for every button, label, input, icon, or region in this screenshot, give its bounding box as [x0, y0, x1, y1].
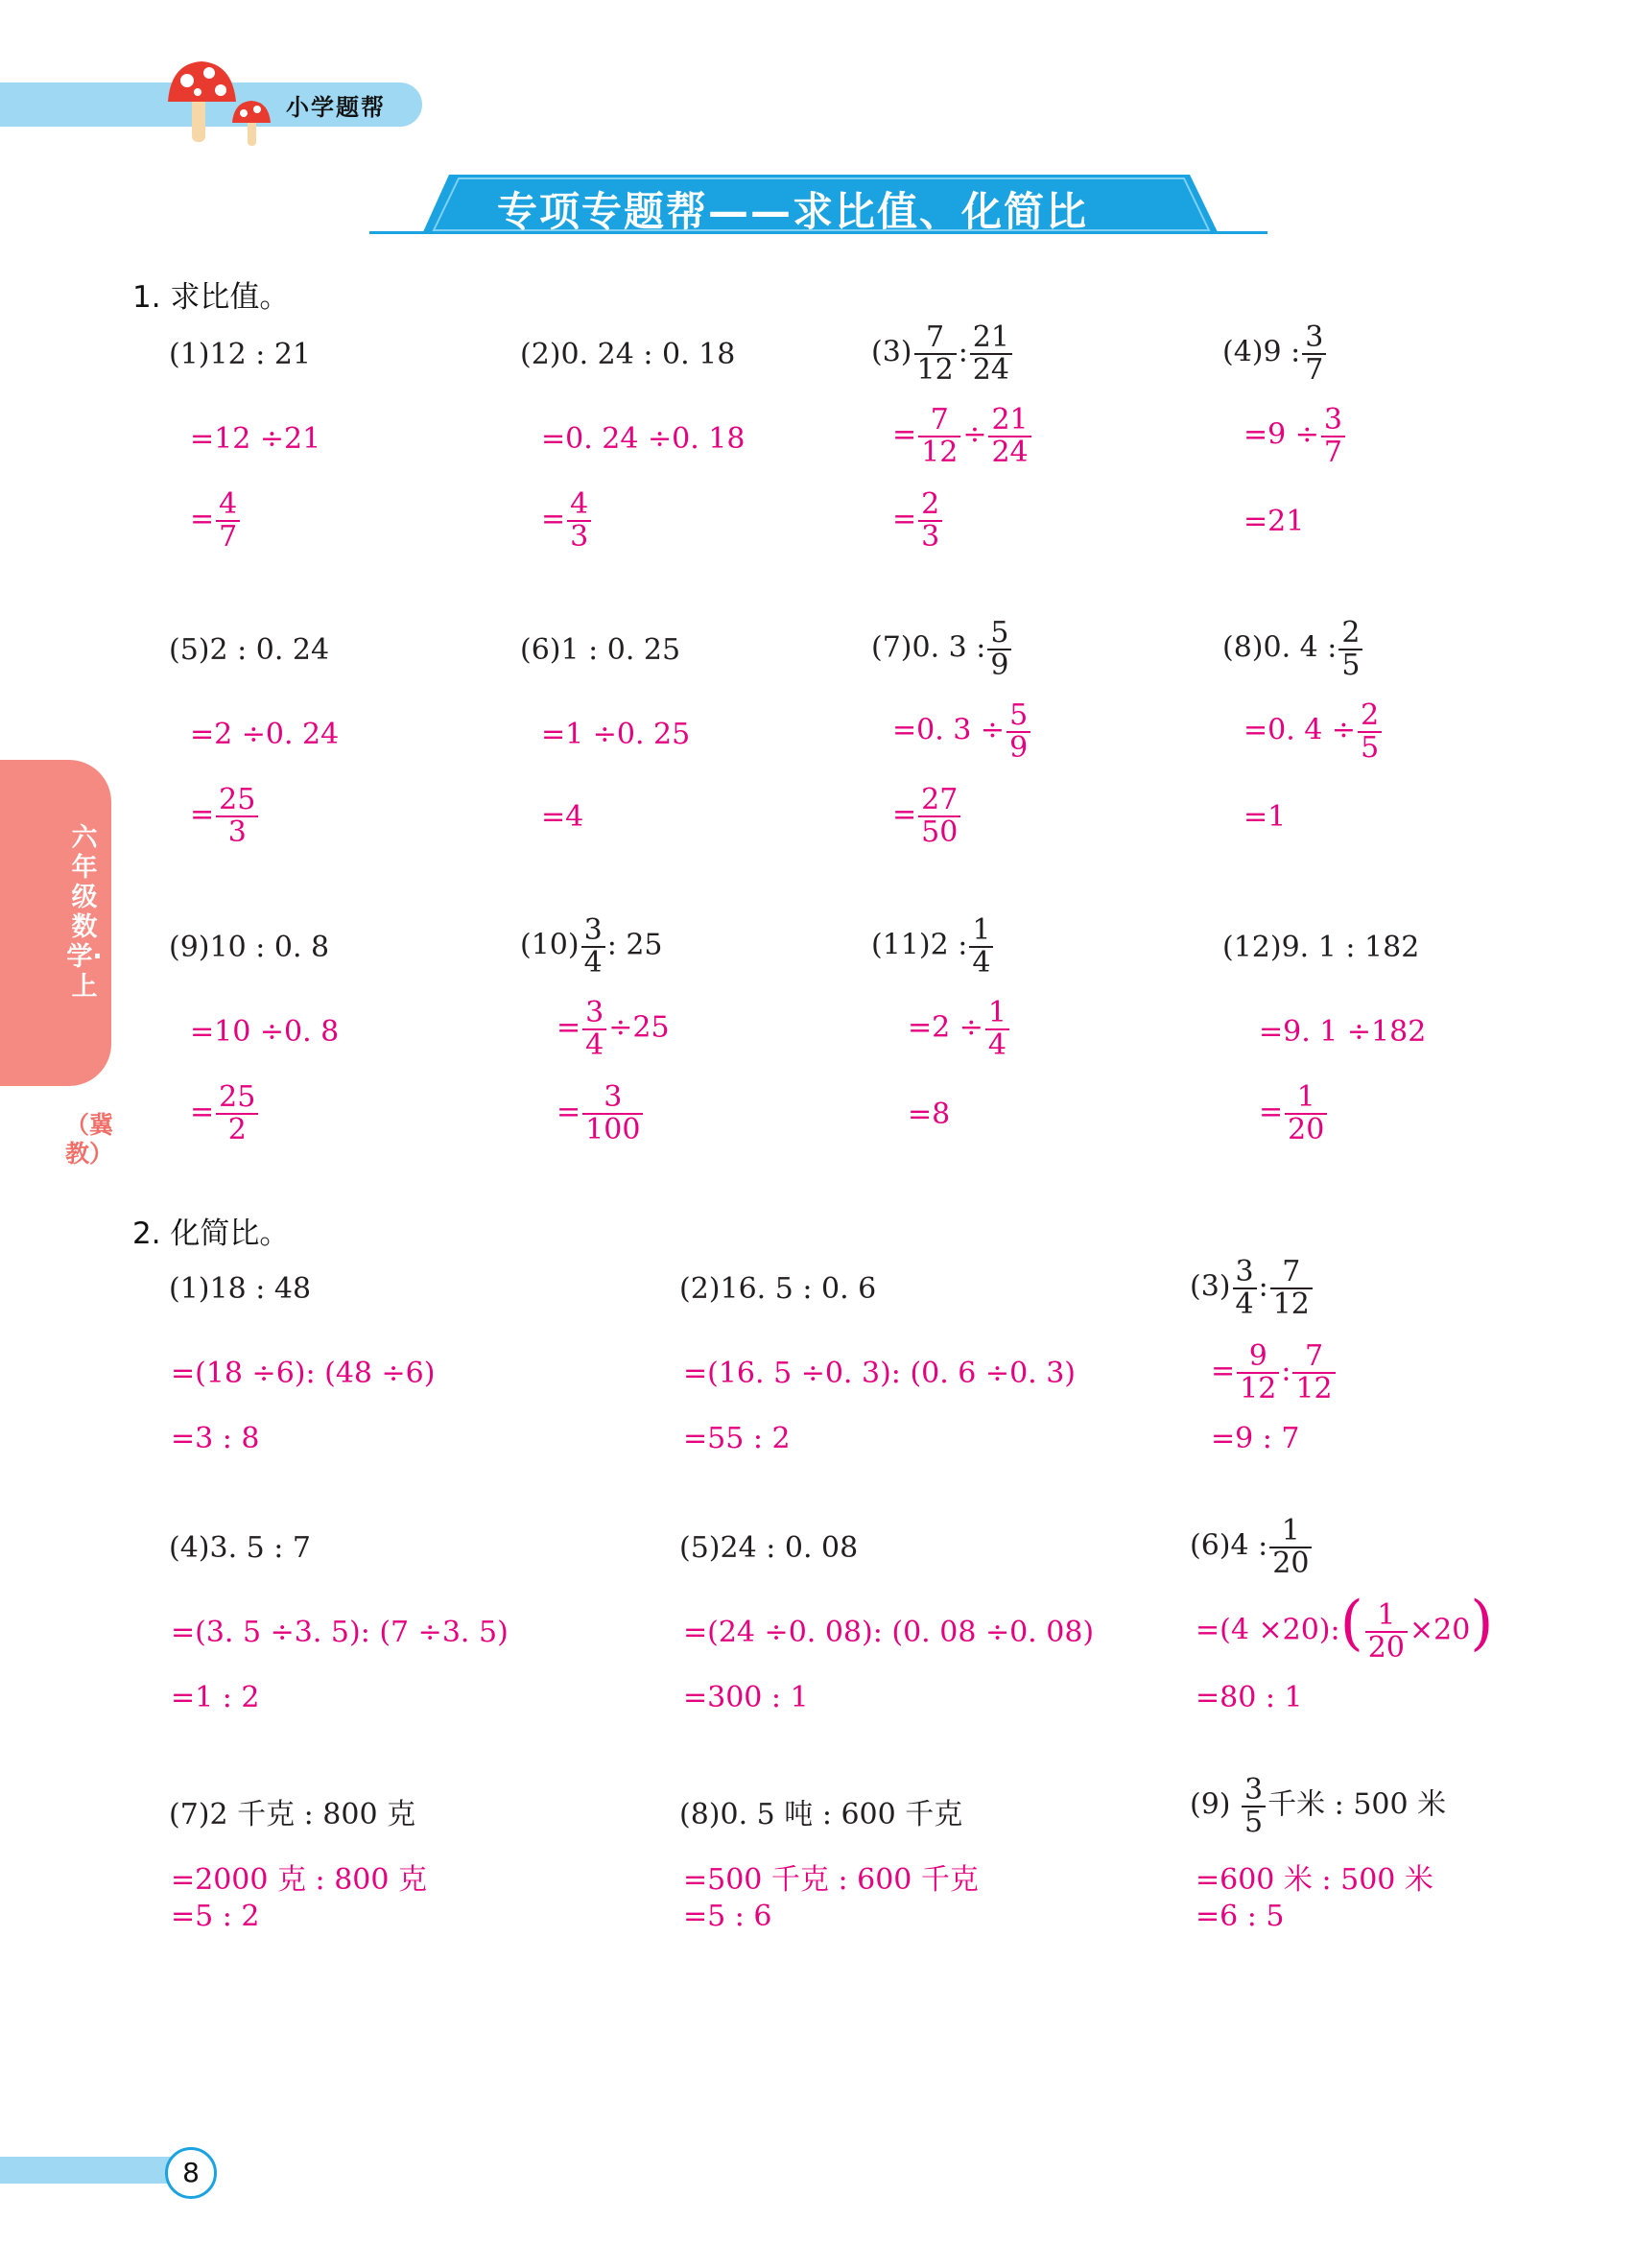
s2-p9-question: (9) $\frac{3}{5}$ 千米 : 500 米: [1190, 1773, 1447, 1839]
s1-p2-step: =0. 24 ÷0. 18: [541, 422, 746, 456]
s1-p6-question: (6)1 : 0. 25: [520, 633, 681, 667]
s2-p7-question: (7)2 千克 : 800 克: [169, 1798, 416, 1831]
s1-p10-result: = $\frac{3}{100}$: [557, 1082, 645, 1145]
s2-p1-step: =(18 ÷6): (48 ÷6): [171, 1357, 436, 1390]
s2-p6-result: =80 : 1: [1196, 1681, 1303, 1714]
s1-p4-result: =21: [1243, 505, 1305, 538]
s2-p8-step: =500 千克 : 600 千克: [683, 1863, 979, 1897]
s1-p1-question: (1)12 : 21: [169, 338, 312, 371]
page-number: 8: [165, 2147, 217, 2199]
s2-p6-question: (6)4 : $\frac{1}{20}$: [1190, 1516, 1314, 1578]
s2-p2-question: (2)16. 5 : 0. 6: [679, 1272, 877, 1306]
s2-p4-question: (4)3. 5 : 7: [169, 1531, 312, 1565]
s2-p8-result: =5 : 6: [683, 1900, 772, 1933]
side-tab-edition: （冀教）: [65, 1111, 114, 1168]
s2-p3-question: (3) $\frac{3}{4}$ : $\frac{7}{12}$: [1190, 1257, 1314, 1319]
s2-p7-result: =5 : 2: [171, 1900, 260, 1933]
s1-p6-result: =4: [541, 800, 584, 834]
s1-p8-result: =1: [1243, 800, 1287, 834]
s1-p11-step: =2 ÷ $\frac{1}{4}$: [908, 998, 1011, 1060]
s2-p2-result: =55 : 2: [683, 1422, 791, 1455]
s1-p8-question: (8)0. 4 : $\frac{2}{5}$: [1222, 618, 1364, 680]
s2-p1-question: (1)18 : 48: [169, 1272, 312, 1306]
s1-p12-question: (12)9. 1 : 182: [1222, 931, 1420, 964]
s1-p1-step: =12 ÷21: [190, 422, 321, 456]
s1-p5-step: =2 ÷0. 24: [190, 718, 340, 751]
s1-p3-result: = $\frac{2}{3}$: [892, 489, 944, 552]
s2-p2-step: =(16. 5 ÷0. 3): (0. 6 ÷0. 3): [683, 1357, 1077, 1390]
s1-p6-step: =1 ÷0. 25: [541, 718, 691, 751]
section1-heading: 1. 求比值。: [132, 280, 290, 315]
s1-p4-question: (4)9 : $\frac{3}{7}$: [1222, 322, 1328, 385]
s1-p9-step: =10 ÷0. 8: [190, 1015, 340, 1049]
s1-p3-question: (3) $\frac{7}{12}$ : $\frac{21}{24}$: [871, 322, 1014, 385]
s1-p2-result: = $\frac{4}{3}$: [541, 489, 593, 552]
s1-p7-step: =0. 3 ÷ $\frac{5}{9}$: [892, 700, 1032, 763]
s2-p5-question: (5)24 : 0. 08: [679, 1531, 859, 1565]
s1-p3-step: = $\frac{7}{12}$ ÷ $\frac{21}{24}$: [892, 405, 1033, 467]
page-title: 专项专题帮——求比值、化简比: [497, 188, 1089, 235]
mushroom-icon: [163, 56, 278, 152]
section2-heading: 2. 化简比。: [132, 1217, 290, 1251]
s1-p10-step: = $\frac{3}{4}$ ÷25: [557, 996, 670, 1062]
side-tab-label: 六年级数学·上: [66, 823, 103, 1002]
s2-p7-step: =2000 克 : 800 克: [171, 1863, 427, 1897]
s2-p5-result: =300 : 1: [683, 1681, 809, 1714]
s1-p11-question: (11)2 : $\frac{1}{4}$: [871, 915, 995, 978]
s1-p7-question: (7)0. 3 : $\frac{5}{9}$: [871, 618, 1013, 680]
s2-p5-step: =(24 ÷0. 08): (0. 08 ÷0. 08): [683, 1616, 1095, 1649]
s2-p8-question: (8)0. 5 吨 : 600 千克: [679, 1798, 963, 1831]
s1-p7-result: = $\frac{27}{50}$: [892, 785, 962, 847]
s1-p8-step: =0. 4 ÷ $\frac{2}{5}$: [1243, 700, 1384, 763]
s1-p11-result: =8: [908, 1098, 951, 1131]
s1-p9-question: (9)10 : 0. 8: [169, 931, 330, 964]
s1-p12-step: =9. 1 ÷182: [1259, 1015, 1427, 1049]
s2-p3-step: = $\frac{9}{12}$ : $\frac{7}{12}$: [1211, 1341, 1338, 1404]
s2-p9-step: =600 米 : 500 米: [1196, 1863, 1433, 1897]
s1-p12-result: = $\frac{1}{20}$: [1259, 1082, 1329, 1145]
s1-p5-result: = $\frac{25}{3}$: [190, 785, 260, 847]
s2-p9-result: =6 : 5: [1196, 1900, 1285, 1933]
s2-p3-result: =9 : 7: [1211, 1422, 1300, 1455]
s2-p4-result: =1 : 2: [171, 1681, 260, 1714]
s1-p5-question: (5)2 : 0. 24: [169, 633, 330, 667]
s2-p4-step: =(3. 5 ÷3. 5): (7 ÷3. 5): [171, 1616, 509, 1649]
s1-p10-question: (10) $\frac{3}{4}$ : 25: [520, 913, 663, 980]
s1-p4-step: =9 ÷ $\frac{3}{7}$: [1243, 405, 1347, 467]
s2-p6-step: =(4 ×20):( $\frac{1}{20}$ ×20): [1196, 1587, 1494, 1665]
s2-p1-result: =3 : 8: [171, 1422, 260, 1455]
brand-label: 小学题帮: [286, 94, 386, 121]
s1-p9-result: = $\frac{25}{2}$: [190, 1082, 260, 1145]
s1-p1-result: = $\frac{4}{7}$: [190, 489, 242, 552]
footer-band: [0, 2157, 175, 2184]
s1-p2-question: (2)0. 24 : 0. 18: [520, 338, 736, 371]
